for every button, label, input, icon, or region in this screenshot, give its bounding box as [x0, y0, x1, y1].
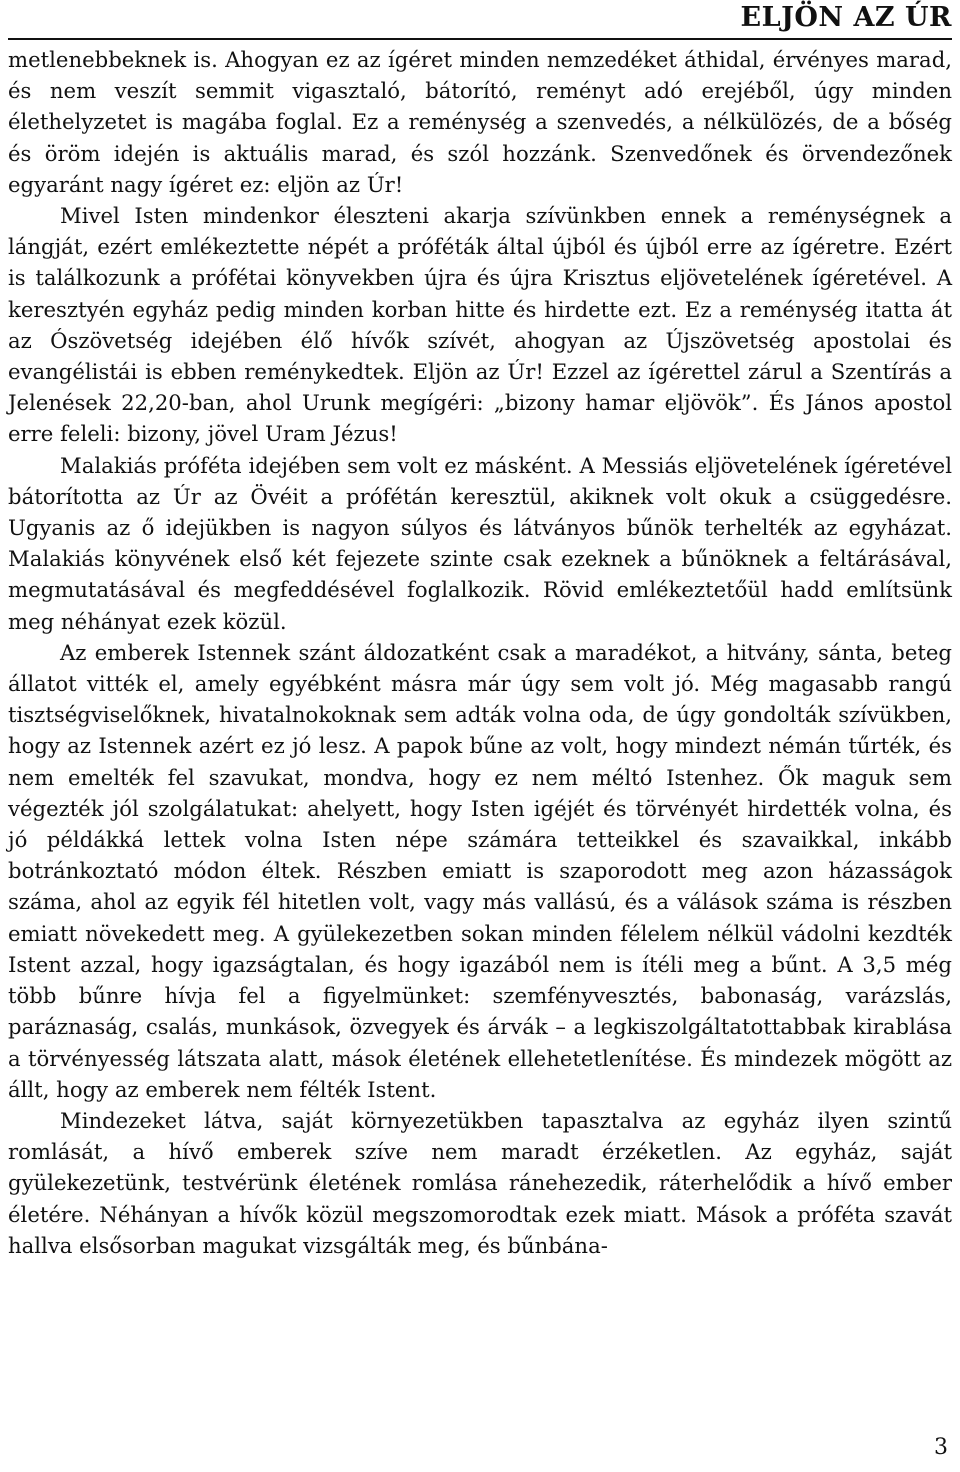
page-number: 3 [934, 1435, 948, 1460]
body-text [8, 44, 952, 1261]
document-page [8, 0, 952, 1472]
paragraph-3: Malakiás próféta idejében sem volt ez másként. A Messiás eljövetelének ígéretével bátorította az Úr az Övéit a prófétán keresztül, akiknek volt okuk a csüggedésre. Ugyanis az ő idejükben is nagyon súlyos és látványos bűnök terhelték az egyházat. Malakiás könyvének első két fejezete szinte csak ezeknek a bűnöknek a feltárásával, megmutatásával és megfeddésével foglalkozik. Rövid emlékeztetőül hadd említsünk meg néhányat ezek közül. [8, 452, 952, 634]
paragraph-1: metlenebbeknek is. Ahogyan ez az ígéret minden nemzedéket áthidal, érvényes marad, és nem veszít semmit vigasztaló, bátorító, reményt adó erejéből, úgy minden élethelyzetet is magába foglal. Ez a reménység a szenvedés, a nélkülözés, de a bőség és öröm idején is aktuális marad, és szól hozzánk. Szenvedőnek és örvendezőnek egyaránt nagy ígéret ez: eljön az Úr! [8, 47, 952, 197]
running-header: ELJÖN AZ ÚR [740, 2, 952, 33]
paragraph-5: Mindezeket látva, saját környezetükben tapasztalva az egyház ilyen szintű romlását, a hívő emberek szíve nem maradt érzéketlen. Az egyház, saját gyülekezetünk, testvérünk életének romlása ránehezedik, ráterhelődik a hívő ember életére. Néhányan a hívők közül megszomorodtak ezek miatt. Mások a próféta szavát hallva elsősorban magukat vizsgálták meg, és bűnbána- [8, 1107, 952, 1258]
paragraph-4: Az emberek Istennek szánt áldozatként csak a maradékot, a hitvány, sánta, beteg állatot vitték el, amely egyébként másra már úgy sem volt jó. Még magasabb rangú tisztségviselőknek, hivatalnokoknak sem adták volna oda, de úgy gondolták szívükben, hogy az Istennek azért ez jó lesz. A papok bűne az volt, hogy mindezt némán tűrték, és nem emelték fel szavukat, mondva, hogy ez nem méltó Istenhez. Ők maguk sem végezték jól szolgálatukat: ahelyett, hogy Isten igéjét és törvényét hirdették volna, és jó példákká lettek volna Isten népe számára tetteikkel és szavaikkal, inkább botránkoztató módon éltek. Részben emiatt is szaporodott meg azon házasságok száma, ahol az egyik fél hitetlen volt, vagy más vallású, és a válások száma is részben emiatt növekedett meg. A gyülekezetben sokan minden félelem nélkül vádolni kezdték Istent azzal, hogy igazságtalan, és hogy igazából nem is ítéli meg a bűnt. A 3,5 még több bűnre hívja fel a figyelmünket: szemfényvesztés, babonaság, varázslás, paráznaság, csalás, munkások, özvegyek és árvák – a legkiszolgáltatottabbak kirablása a törvényesség látszata alatt, mások életének ellehetetlenítése. És mindezek mögött az állt, hogy az emberek nem félték Istent. [8, 639, 952, 1102]
header-rule [8, 38, 952, 40]
paragraph-2: Mivel Isten mindenkor éleszteni akarja szívünkben ennek a reménységnek a lángját, ezért emlékeztette népét a próféták által újból és újból erre az ígéretre. Ezért is találkozunk a prófétai könyvekben újra és újra Krisztus eljövetelének ígéretével. A keresztyén egyház pedig minden korban hitte és hirdette ezt. Ez a reménység itatta át az Ószövetség idejében élő hívők szívét, ahogyan az Újszövetség apostolai és evangélistái is ebben reménykedtek. Eljön az Úr! Ezzel az ígérettel zárul a Szentírás a Jelenések 22,20-ban, ahol Urunk megígéri: „bizony hamar eljövök”. És János apostol erre feleli: bizony, jövel Uram Jézus! [8, 203, 952, 447]
